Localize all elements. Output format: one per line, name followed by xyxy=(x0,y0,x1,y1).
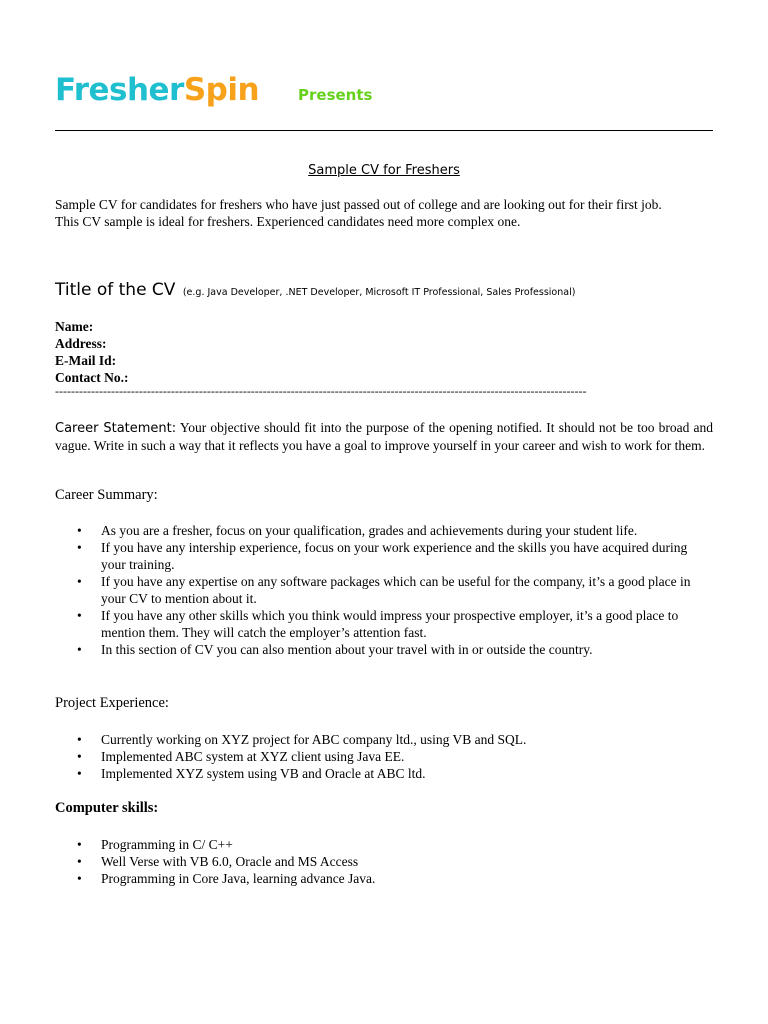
list-item: • In this section of CV you can also mention about your travel with in or outside the country. xyxy=(77,642,593,657)
list-item: • As you are a fresher, focus on your qualification, grades and achievements during your student life. xyxy=(77,523,638,538)
list-item: • If you have any expertise on any software packages which can be useful for the company, it’s a good place in your CV to mention about it. xyxy=(77,574,691,606)
field-address: Address: xyxy=(55,336,107,351)
document-title: Sample CV for Freshers xyxy=(308,163,460,178)
list-item: • Implemented ABC system at XYZ client using Java EE. xyxy=(77,749,405,764)
list-item: • Well Verse with VB 6.0, Oracle and MS Access xyxy=(77,854,359,869)
intro-line-2: This CV sample is ideal for freshers. Experienced candidates need more complex one. xyxy=(55,214,521,229)
field-email: E-Mail Id: xyxy=(55,353,117,368)
bullet-icon: • xyxy=(77,642,82,657)
cv-title xyxy=(55,280,575,300)
bullet-icon: • xyxy=(77,574,82,589)
career-summary-list xyxy=(55,522,713,658)
bullet-icon: • xyxy=(77,871,82,886)
presents-label: Presents xyxy=(298,86,373,104)
field-name: Name: xyxy=(55,319,94,334)
list-item: • If you have any other skills which you think would impress your prospective employer, it’s a good place to mention them. They will catch the employer’s attention fast. xyxy=(77,608,679,640)
bullet-icon: • xyxy=(77,608,82,623)
career-statement-text: Your objective should fit into the purpose of the opening notified. It should not be too broad and vague. Write in such a way that it reflects you have a goal to improve yourself in your career and wish to work for them. xyxy=(55,420,713,453)
list-item: • Programming in Core Java, learning advance Java. xyxy=(77,871,376,886)
list-item: • If you have any intership experience, focus on your work experience and the skills you have acquired during your training. xyxy=(77,540,688,572)
bullet-icon: • xyxy=(77,523,82,538)
bullet-icon: • xyxy=(77,766,82,781)
bullet-icon: • xyxy=(77,732,82,747)
cv-title-label: Title of the CV xyxy=(55,280,176,300)
header-divider xyxy=(55,130,713,131)
career-statement xyxy=(55,419,713,454)
intro-text xyxy=(55,196,713,230)
bullet-icon: • xyxy=(77,854,82,869)
computer-skills-heading: Computer skills: xyxy=(55,800,159,816)
contact-fields xyxy=(55,318,129,386)
career-statement-label: Career Statement: xyxy=(55,421,177,436)
list-item: • Implemented XYZ system using VB and Oracle at ABC ltd. xyxy=(77,766,426,781)
computer-skills-list xyxy=(55,836,713,887)
list-item: • Currently working on XYZ project for ABC company ltd., using VB and SQL. xyxy=(77,732,527,747)
project-experience-heading: Project Experience: xyxy=(55,695,169,711)
bullet-icon: • xyxy=(77,749,82,764)
logo-spin: Spin xyxy=(183,72,260,108)
career-summary-heading: Career Summary: xyxy=(55,487,158,503)
bullet-icon: • xyxy=(77,540,82,555)
dashed-separator: ------------------------------------------------------------------------------------------------------------------------------------- xyxy=(55,384,587,398)
project-experience-list xyxy=(55,731,713,782)
list-item: • Programming in C/ C++ xyxy=(77,837,233,852)
bullet-icon: • xyxy=(77,837,82,852)
logo-fresher: Fresher xyxy=(55,72,184,108)
logo xyxy=(55,72,259,108)
intro-line-1: Sample CV for candidates for freshers who have just passed out of college and are looking out for their first job. xyxy=(55,197,662,212)
cv-title-hint: (e.g. Java Developer, .NET Developer, Microsoft IT Professional, Sales Professional) xyxy=(182,287,576,298)
field-contact: Contact No.: xyxy=(55,370,129,385)
